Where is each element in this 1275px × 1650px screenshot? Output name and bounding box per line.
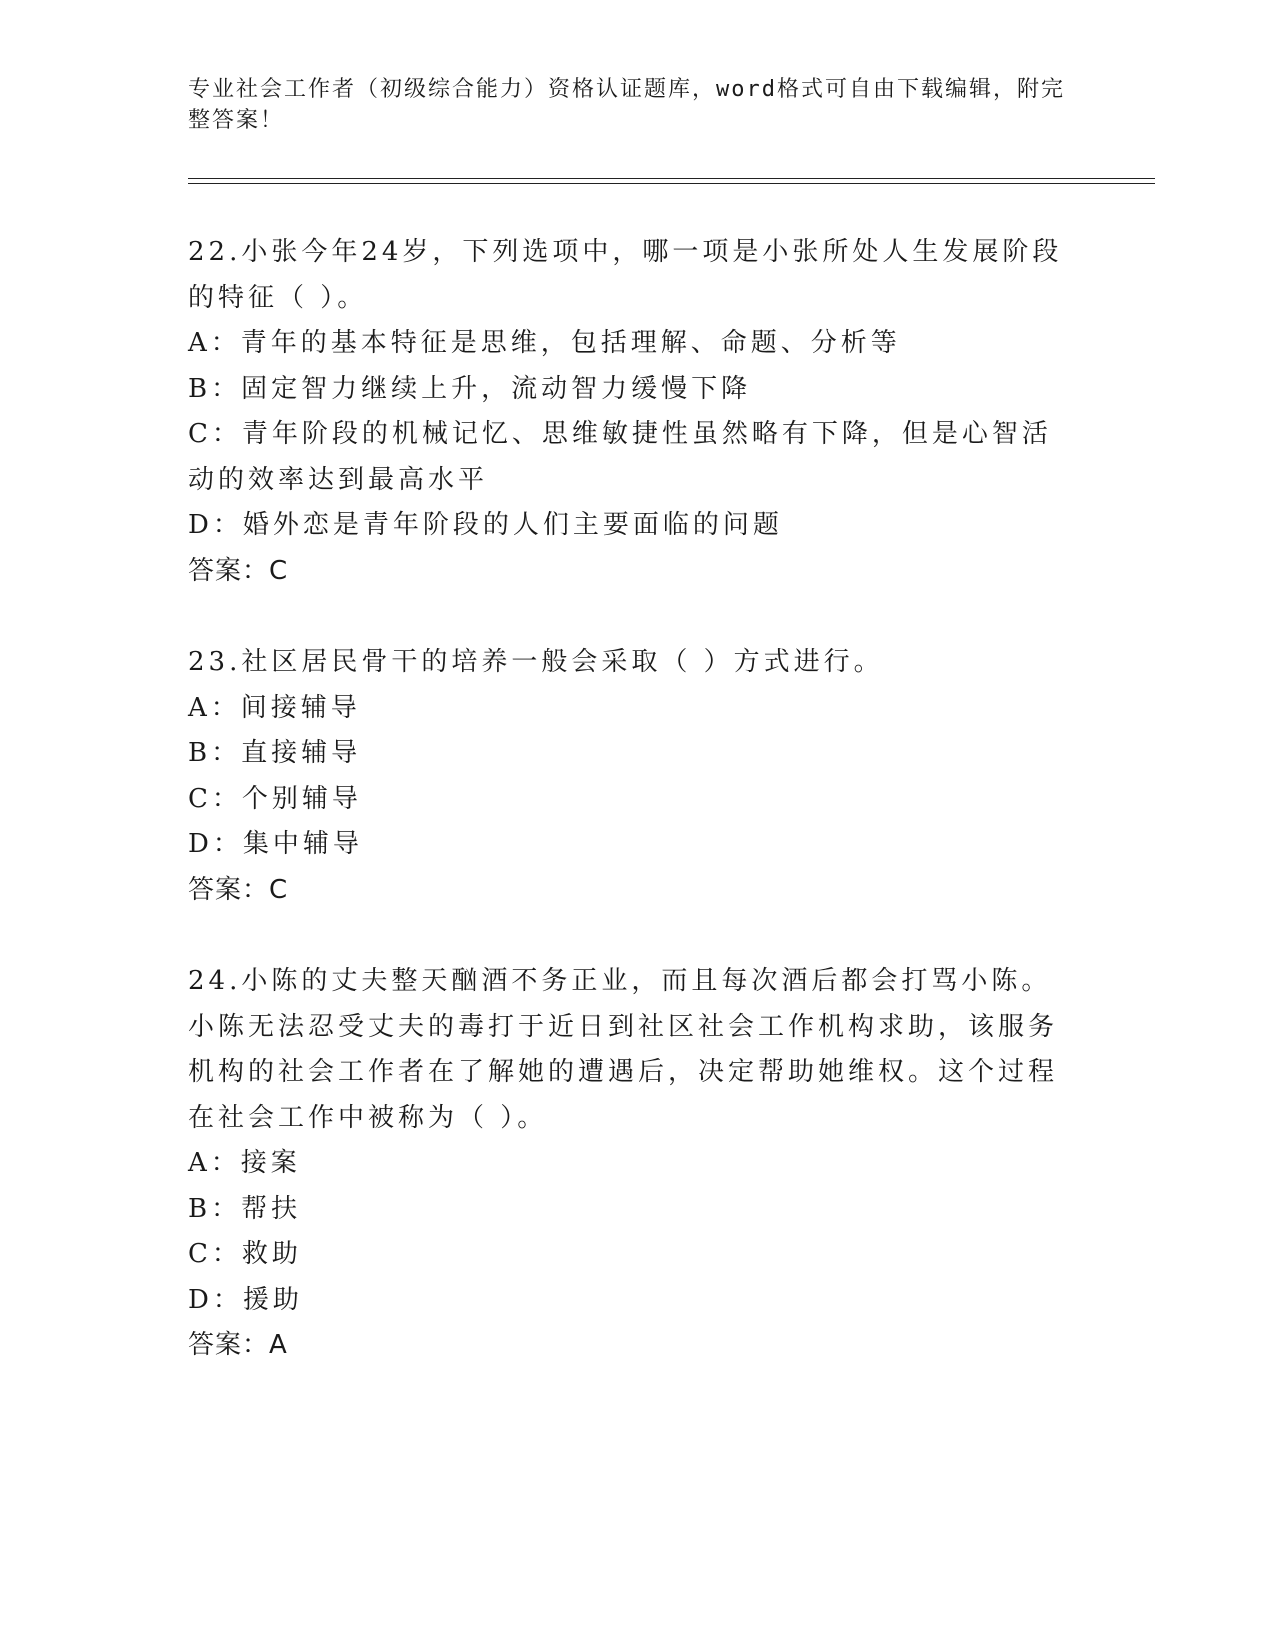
option-b: B：直接辅导 [188,738,362,768]
question-stem: 22.小张今年24岁，下列选项中，哪一项是小张所处人生发展阶段的特征（ ）。 [188,237,1063,313]
question-23 [188,640,1078,913]
option-d: D：援助 [188,1284,303,1315]
option-a: A：间接辅导 [188,692,361,723]
option-d: D：集中辅导 [188,829,363,859]
header-divider-bottom [188,183,1155,184]
answer: 答案：A [188,1330,288,1360]
answer: 答案：C [188,555,289,586]
answer: 答案：C [188,874,289,905]
option-b: B：帮扶 [188,1193,302,1224]
option-d: D：婚外恋是青年阶段的人们主要面临的问题 [188,510,783,540]
option-a: A：青年的基本特征是思维，包括理解、命题、分析等 [188,328,901,358]
option-b: B：固定智力继续上升，流动智力缓慢下降 [188,373,752,404]
question-stem: 24.小陈的丈夫整天酗酒不务正业，而且每次酒后都会打骂小陈。小陈无法忍受丈夫的毒打于近日到社区社会工作机构求助，该服务机构的社会工作者在了解她的遭遇后，决定帮助她维权。这个过程在社会工作中被称为（ ）。 [188,966,1059,1133]
header-divider-top [188,178,1155,179]
option-c: C：救助 [188,1239,302,1269]
question-stem: 23.社区居民骨干的培养一般会采取（ ）方式进行。 [188,647,884,677]
option-c: C：青年阶段的机械记忆、思维敏捷性虽然略有下降，但是心智活动的效率达到最高水平 [188,419,1052,495]
question-22 [188,230,1078,594]
question-list [188,230,1078,1415]
page-header: 专业社会工作者（初级综合能力）资格认证题库，word格式可自由下载编辑，附完整答案！ [188,77,1065,133]
option-a: A：接案 [188,1148,301,1178]
option-c: C：个别辅导 [188,783,362,814]
question-24 [188,959,1078,1369]
